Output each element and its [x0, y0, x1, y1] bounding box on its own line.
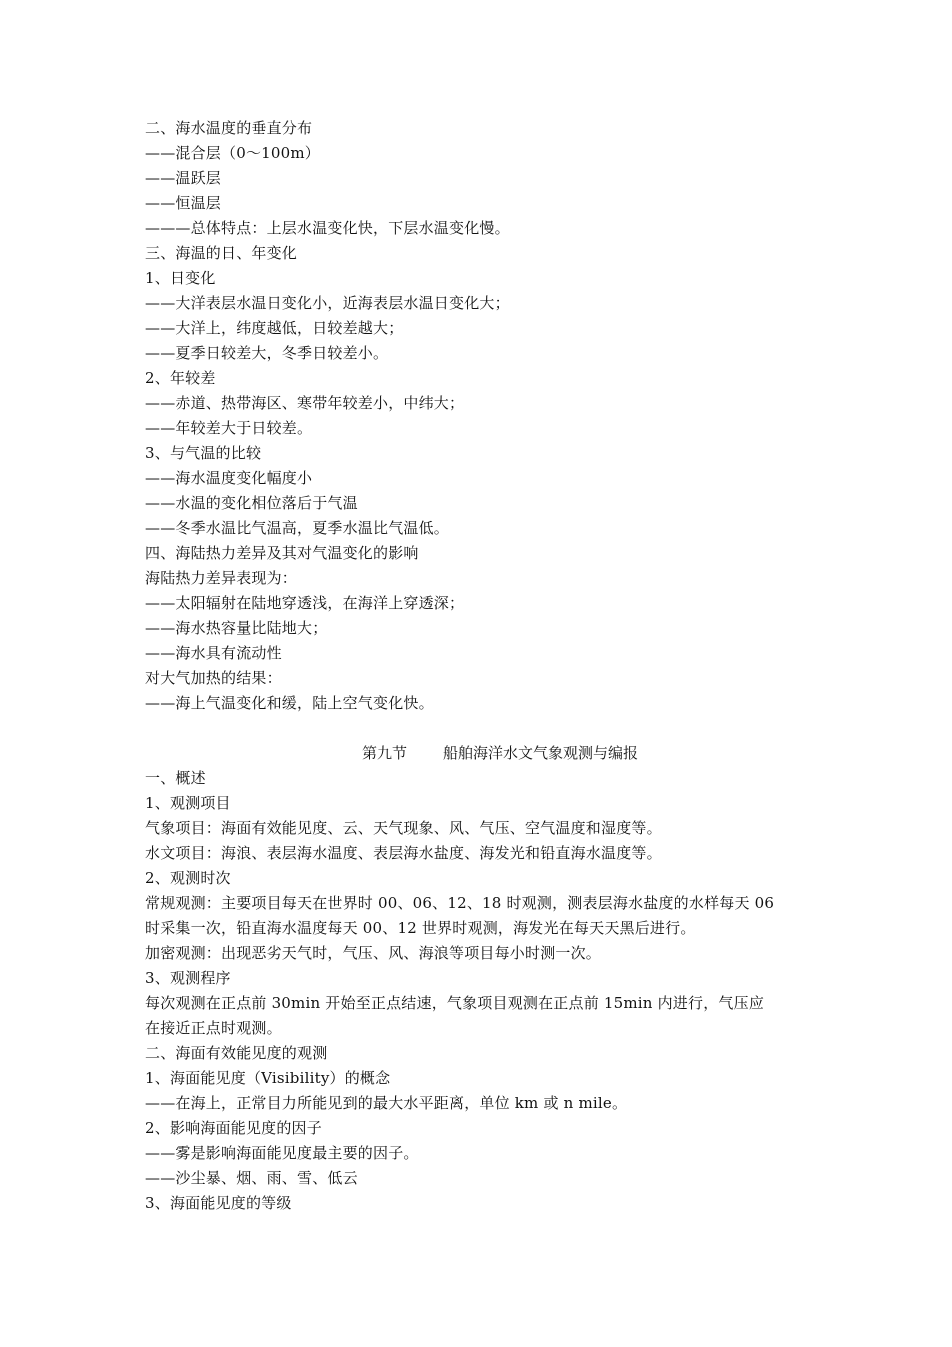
- list-item: ——冬季水温比气温高，夏季水温比气温低。: [145, 519, 450, 537]
- list-item: ——海水温度变化幅度小: [145, 469, 313, 487]
- paragraph: 海陆热力差异表现为：: [145, 569, 298, 587]
- paragraph: 加密观测：出现恶劣天气时，气压、风、海浪等项目每小时测一次。: [145, 944, 602, 962]
- list-item: ——太阳辐射在陆地穿透浅，在海洋上穿透深；: [145, 594, 465, 612]
- subheading: 2、影响海面能见度的因子: [145, 1119, 322, 1137]
- list-item: ——海上气温变化和缓，陆上空气变化快。: [145, 694, 434, 712]
- list-item: ———总体特点：上层水温变化快，下层水温变化慢。: [145, 219, 510, 237]
- list-item: ——温跃层: [145, 169, 222, 187]
- heading-land-sea-thermal: 四、海陆热力差异及其对气温变化的影响: [145, 544, 419, 562]
- list-item: ——在海上，正常目力所能见到的最大水平距离，单位 km 或 n mile。: [145, 1094, 628, 1112]
- paragraph: 水文项目：海浪、表层海水温度、表层海水盐度、海发光和铅直海水温度等。: [145, 844, 662, 862]
- paragraph: 时采集一次，铅直海水温度每天 00、12 世界时观测，海发光在每天天黑后进行。: [145, 919, 696, 937]
- heading-overview: 一、概述: [145, 769, 206, 787]
- subheading: 3、海面能见度的等级: [145, 1194, 292, 1212]
- heading-vertical-distribution: 二、海水温度的垂直分布: [145, 119, 313, 137]
- list-item: ——夏季日较差大，冬季日较差小。: [145, 344, 389, 362]
- section-name: 船舶海洋水文气象观测与编报: [443, 744, 639, 762]
- list-item: ——雾是影响海面能见度最主要的因子。: [145, 1144, 419, 1162]
- list-item: ——海水具有流动性: [145, 644, 282, 662]
- document-body: [145, 116, 815, 1216]
- list-item: ——海水热容量比陆地大；: [145, 619, 328, 637]
- subheading: 3、观测程序: [145, 969, 231, 987]
- section-title: [145, 741, 815, 766]
- list-item: ——水温的变化相位落后于气温: [145, 494, 358, 512]
- paragraph: 每次观测在正点前 30min 开始至正点结速，气象项目观测在正点前 15min 内进行，气压应: [145, 994, 765, 1012]
- paragraph: 常规观测：主要项目每天在世界时 00、06、12、18 时观测，测表层海水盐度的水样每天 06: [145, 894, 775, 912]
- paragraph: 气象项目：海面有效能见度、云、天气现象、风、气压、空气温度和湿度等。: [145, 819, 662, 837]
- paragraph: 对大气加热的结果：: [145, 669, 282, 687]
- list-item: ——大洋表层水温日变化小，近海表层水温日变化大；: [145, 294, 510, 312]
- paragraph: 在接近正点时观测。: [145, 1019, 282, 1037]
- list-item: ——沙尘暴、烟、雨、雪、低云: [145, 1169, 358, 1187]
- list-item: ——赤道、热带海区、寒带年较差小，中纬大；: [145, 394, 465, 412]
- spacer: [145, 716, 815, 741]
- subheading: 2、年较差: [145, 369, 216, 387]
- list-item: ——大洋上，纬度越低，日较差越大；: [145, 319, 404, 337]
- subheading: 1、观测项目: [145, 794, 231, 812]
- list-item: ——恒温层: [145, 194, 222, 212]
- heading-daily-annual-variation: 三、海温的日、年变化: [145, 244, 298, 262]
- subheading: 1、海面能见度（Visibility）的概念: [145, 1069, 391, 1087]
- subheading: 1、日变化: [145, 269, 216, 287]
- section-number: 第九节: [361, 744, 407, 762]
- heading-visibility-observation: 二、海面有效能见度的观测: [145, 1044, 328, 1062]
- subheading: 2、观测时次: [145, 869, 231, 887]
- list-item: ——混合层（0～100m）: [145, 144, 320, 162]
- subheading: 3、与气温的比较: [145, 444, 262, 462]
- list-item: ——年较差大于日较差。: [145, 419, 313, 437]
